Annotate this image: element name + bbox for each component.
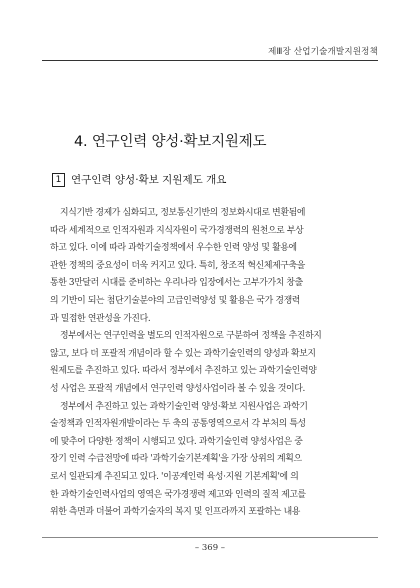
body-line: 따라 세계적으로 인적자원과 지식자원이 국가경쟁력의 원천으로 부상 <box>50 225 304 236</box>
body-text <box>50 205 370 522</box>
subsection-number-box: 1 <box>52 173 65 187</box>
body-line: 과 밀접한 연관성을 가진다. <box>50 313 151 324</box>
body-line: 로서 일관되게 추진되고 있다. '이공계인력 육성·지원 기본계획'에 의 <box>50 471 299 482</box>
header-rule <box>42 60 378 61</box>
body-line: 성 사업은 포괄적 개념에서 연구인력 양성사업이라 볼 수 있을 것이다. <box>50 383 305 394</box>
footer-rule <box>42 537 378 538</box>
body-line: 정부에서는 연구인력을 별도의 인적자원으로 구분하여 정책을 추진하지 <box>60 331 322 342</box>
body-line: 한 과학기술인력사업의 영역은 국가경쟁력 제고와 인력의 질적 제고를 <box>50 489 306 500</box>
subsection-title: 연구인력 양성·확보 지원제도 개요 <box>71 174 227 186</box>
body-line: 정부에서 추진하고 있는 과학기술인력 양성·확보 지원사업은 과학기 <box>60 401 308 412</box>
body-line: 통한 3만달러 시대를 준비하는 우리나라 입장에서는 고부가가치 창출 <box>50 278 303 289</box>
body-line: 지식기반 경제가 심화되고, 정보통신기반의 정보화시대로 변환됨에 <box>60 208 306 218</box>
body-line: 위한 측면과 더불어 과학기술자의 복지 및 인프라까지 포괄하는 내용 <box>50 507 301 518</box>
body-line: 술정책과 인적자원개발이라는 두 축의 공통영역으로서 각 부처의 특성 <box>50 419 306 430</box>
section-title: 4. 연구인력 양성·확보지원제도 <box>74 134 267 150</box>
body-line: 관한 정책의 중요성이 더욱 커지고 있다. 특히, 창조적 혁신체제구축을 <box>50 260 305 271</box>
body-line: 원제도를 추진하고 있다. 따라서 정부에서 추진하고 있는 과학기술인력양 <box>50 366 317 377</box>
page-number: – 369 – <box>194 543 226 553</box>
body-line: 하고 있다. 이에 따라 과학기술정책에서 우수한 인력 양성 및 활용에 <box>50 243 297 254</box>
body-line: 의 기반이 되는 첨단기술분야의 고급인력양성 및 활용은 국가 경쟁력 <box>50 295 301 306</box>
body-line: 않고, 보다 더 포괄적 개념이라 할 수 있는 과학기술인력의 양성과 확보지 <box>50 348 316 359</box>
running-header: 제Ⅲ장 산업기술개발지원정책 <box>268 47 378 57</box>
body-line: 장기 인력 수급전망에 따라 '과학기술기본계획'을 가장 상위의 계획으 <box>50 454 302 465</box>
subsection-heading <box>52 172 226 187</box>
body-line: 에 맞추어 다양한 정책이 시행되고 있다. 과학기술인력 양성사업은 중 <box>50 436 303 447</box>
